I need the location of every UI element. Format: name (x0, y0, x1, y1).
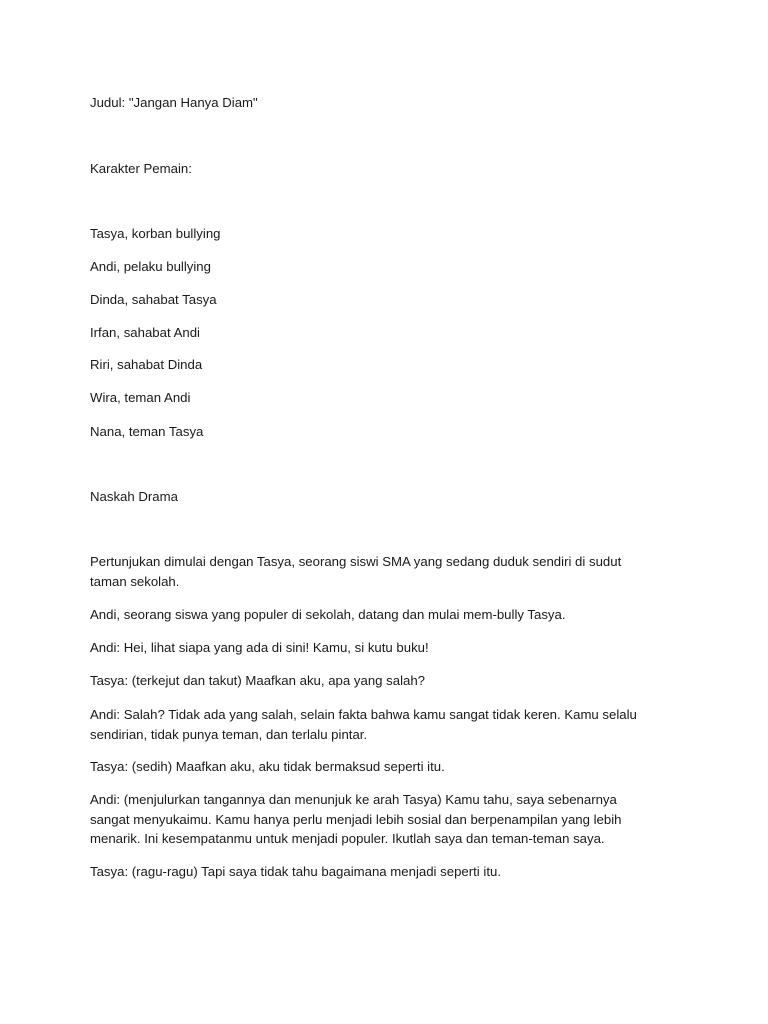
script-paragraph: Andi: (menjulurkan tangannya dan menunjuk ke arah Tasya) Kamu tahu, saya sebenarnya sangat menyukaimu. Kamu hanya perlu menjadi lebih sosial dan berpenampilan yang lebih menarik. Ini kesempatanmu untuk menjadi populer. Ikutlah saya dan teman-teman saya. (90, 792, 622, 846)
script-paragraph: Tasya: (sedih) Maafkan aku, aku tidak bermaksud seperti itu. (90, 759, 445, 774)
character-item: Wira, teman Andi (90, 390, 191, 405)
character-item: Irfan, sahabat Andi (90, 325, 200, 340)
character-item: Nana, teman Tasya (90, 424, 204, 439)
script-paragraph: Andi: Salah? Tidak ada yang salah, selain fakta bahwa kamu sangat tidak keren. Kamu selalu sendirian, tidak punya teman, dan terlalu pintar. (90, 707, 637, 742)
script-paragraph: Andi, seorang siswa yang populer di sekolah, datang dan mulai mem-bully Tasya. (90, 607, 566, 622)
script-paragraph: Tasya: (ragu-ragu) Tapi saya tidak tahu bagaimana menjadi seperti itu. (90, 864, 501, 879)
character-item: Riri, sahabat Dinda (90, 357, 203, 372)
title-line: Judul: "Jangan Hanya Diam" (90, 95, 258, 110)
script-heading: Naskah Drama (90, 489, 178, 504)
script-paragraph: Pertunjukan dimulai dengan Tasya, seorang siswi SMA yang sedang duduk sendiri di sudut taman sekolah. (90, 554, 622, 589)
character-item: Tasya, korban bullying (90, 226, 221, 241)
characters-heading: Karakter Pemain: (90, 161, 192, 176)
character-item: Andi, pelaku bullying (90, 259, 211, 274)
script-paragraph: Tasya: (terkejut dan takut) Maafkan aku, apa yang salah? (90, 673, 426, 688)
character-item: Dinda, sahabat Tasya (90, 292, 217, 307)
script-paragraph: Andi: Hei, lihat siapa yang ada di sini! Kamu, si kutu buku! (90, 640, 429, 655)
